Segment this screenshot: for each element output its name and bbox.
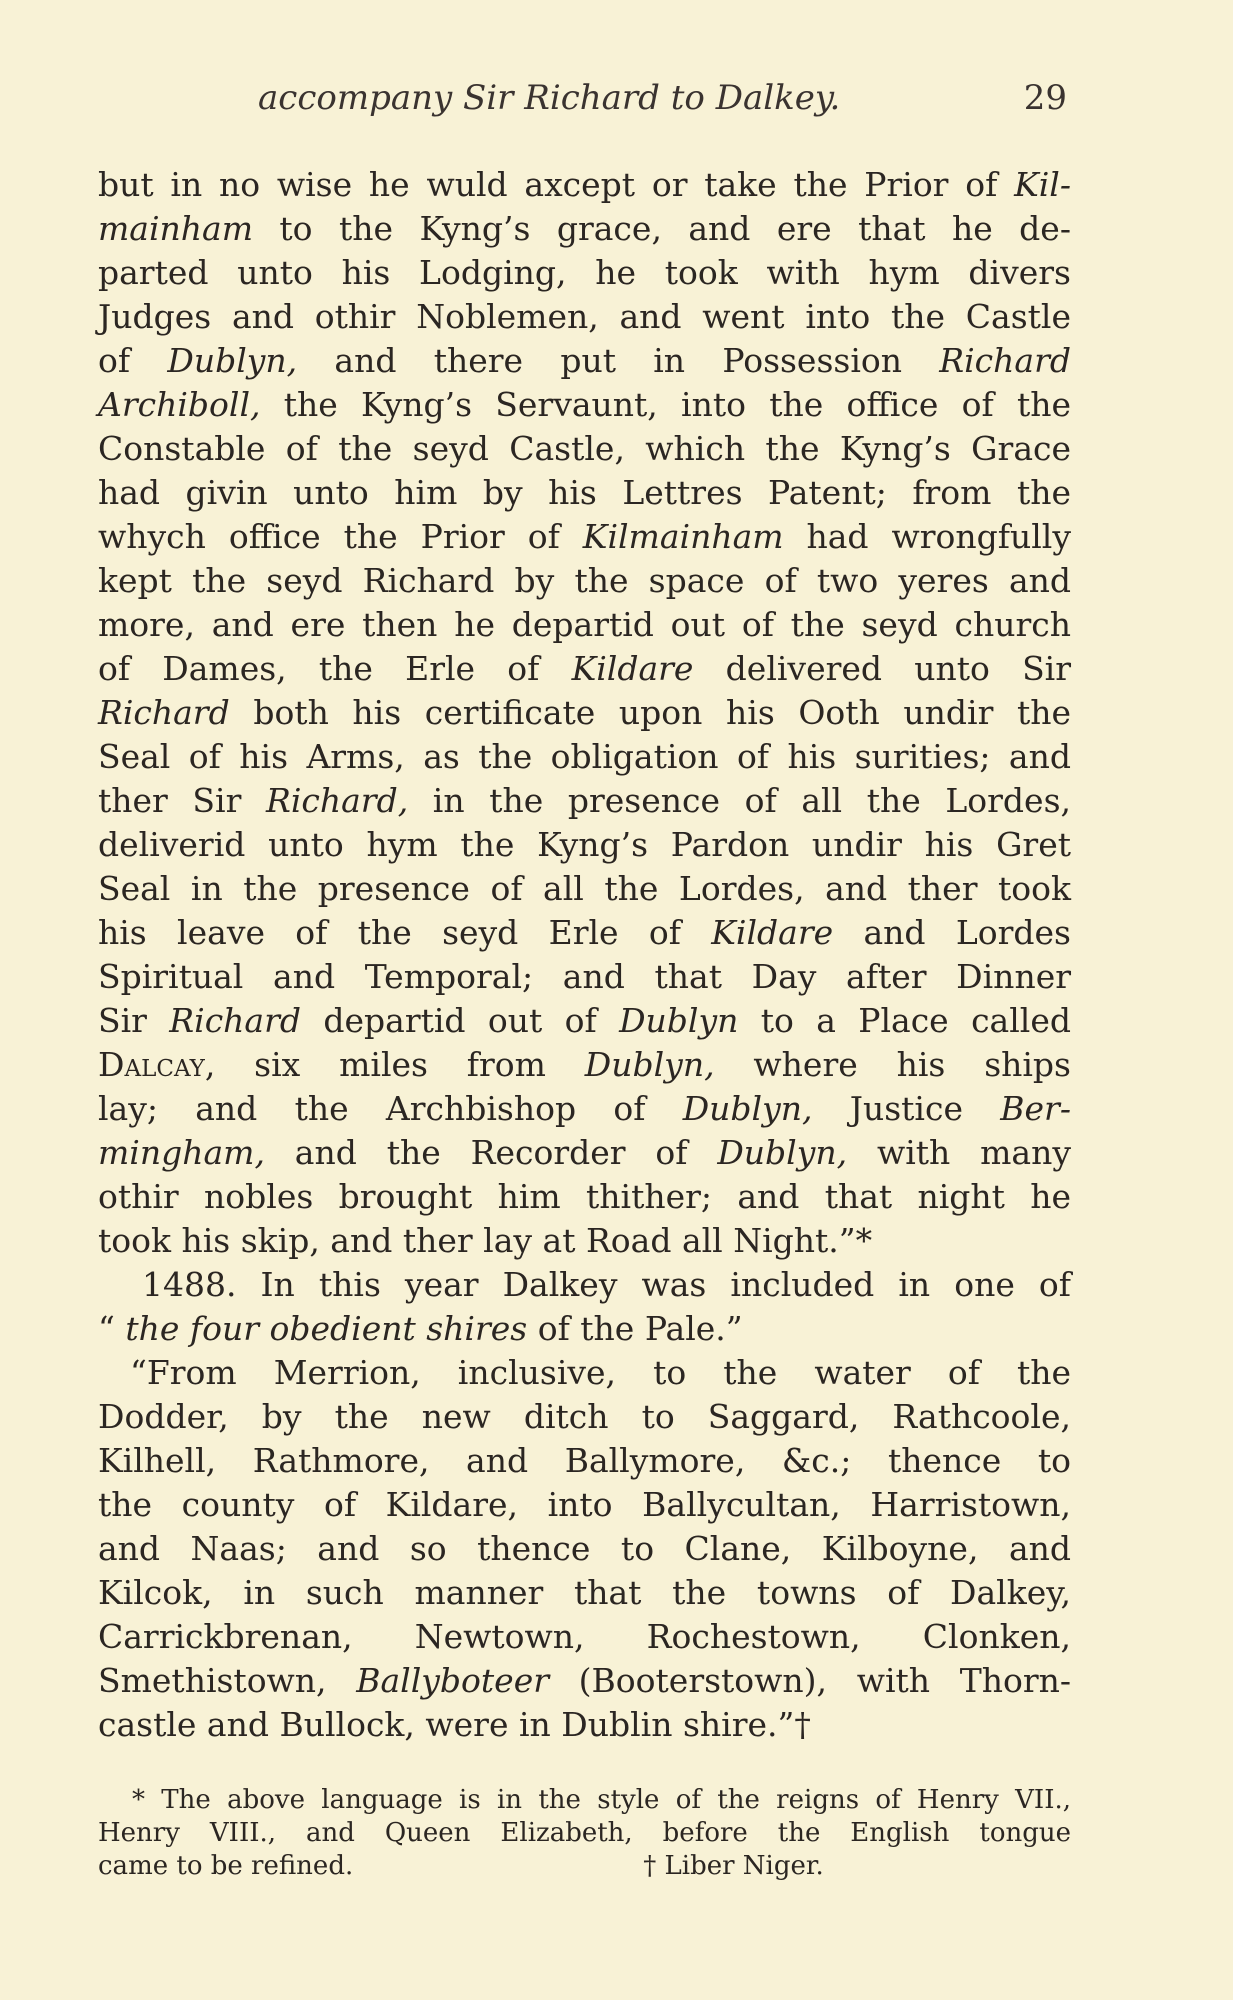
text-line: parted unto his Lodging, he took with hym divers — [98, 253, 1071, 292]
text-line: Kilhell, Rathmore, and Ballymore, &c.; thence to — [98, 1441, 1071, 1480]
text-line: mingham, and the Recorder of Dublyn, with many — [98, 1133, 1071, 1172]
text-line: “ the four obedient shires of the Pale.” — [98, 1309, 743, 1348]
text-line: castle and Bullock, were in Dublin shire.”† — [98, 1705, 811, 1744]
text-line: deliverid unto hym the Kyng’s Pardon undir his Gret — [98, 825, 1071, 864]
text-line: kept the seyd Richard by the space of two yeres and — [98, 561, 1071, 600]
text-line: “From Merrion, inclusive, to the water of the — [130, 1353, 1071, 1392]
text-line: Kilcok, in such manner that the towns of Dalkey, — [98, 1573, 1071, 1612]
body-text — [98, 163, 1071, 1747]
text-line: Dodder, by the new ditch to Saggard, Rathcoole, — [98, 1397, 1071, 1436]
text-line: 1488. In this year Dalkey was included in one of — [142, 1265, 1071, 1304]
text-line: had givin unto him by his Lettres Patent; from the — [98, 473, 1071, 512]
running-header — [98, 78, 1071, 128]
text-line: took his skip, and ther lay at Road all Night.”* — [98, 1221, 873, 1260]
text-line: othir nobles brought him thither; and that night he — [98, 1177, 1071, 1216]
text-line: his leave of the seyd Erle of Kildare and Lordes — [98, 913, 1071, 952]
footnote-star-line: came to be refined. — [98, 1851, 354, 1881]
text-line: Judges and othir Noblemen, and went into the Castle — [98, 297, 1071, 336]
text-line: Seal of his Arms, as the obligation of his surities; and — [98, 737, 1071, 776]
text-line: Carrickbrenan, Newtown, Rochestown, Clonken, — [98, 1617, 1071, 1656]
text-line: Dalcay, six miles from Dublyn, where his ships — [98, 1045, 1071, 1084]
text-line: and Naas; and so thence to Clane, Kilboyne, and — [98, 1529, 1071, 1568]
running-title: accompany Sir Richard to Dalkey. — [258, 78, 841, 118]
text-line: Archiboll, the Kyng’s Servaunt, into the office of the — [98, 385, 1071, 424]
footnote-star-line: * The above language is in the style of the reigns of Henry VII., — [132, 1785, 1071, 1815]
text-line: Seal in the presence of all the Lordes, and ther took — [98, 869, 1071, 908]
text-line: but in no wise he wuld axcept or take the Prior of Kil- — [98, 165, 1071, 204]
text-line: Richard both his certificate upon his Ooth undir the — [98, 693, 1071, 732]
footnote-line — [98, 1850, 1071, 1883]
page-number: 29 — [1023, 78, 1067, 118]
text-line: ther Sir Richard, in the presence of all the Lordes, — [98, 781, 1072, 820]
footnote-dagger: † Liber Niger. — [643, 1851, 824, 1881]
footnote-star-line: Henry VIII., and Queen Elizabeth, before the English tongue — [98, 1818, 1071, 1848]
text-line: more, and ere then he departid out of the seyd church — [98, 605, 1071, 644]
text-line: whych office the Prior of Kilmainham had wrongfully — [98, 517, 1071, 556]
text-line: of Dublyn, and there put in Possession Richard — [98, 341, 1071, 380]
text-line: the county of Kildare, into Ballycultan, Harristown, — [98, 1485, 1071, 1524]
text-line: Smethistown, Ballyboteer (Booterstown), with Thorn- — [98, 1661, 1071, 1700]
text-line: lay; and the Archbishop of Dublyn, Justice Ber- — [98, 1089, 1071, 1128]
text-line: mainham to the Kyng’s grace, and ere that he de- — [98, 209, 1071, 248]
text-line: Spiritual and Temporal; and that Day after Dinner — [98, 957, 1071, 996]
text-line: Sir Richard departid out of Dublyn to a Place called — [98, 1001, 1071, 1040]
text-line: Constable of the seyd Castle, which the Kyng’s Grace — [98, 429, 1071, 468]
footnotes — [98, 1784, 1071, 1883]
text-line: of Dames, the Erle of Kildare delivered unto Sir — [98, 649, 1072, 688]
